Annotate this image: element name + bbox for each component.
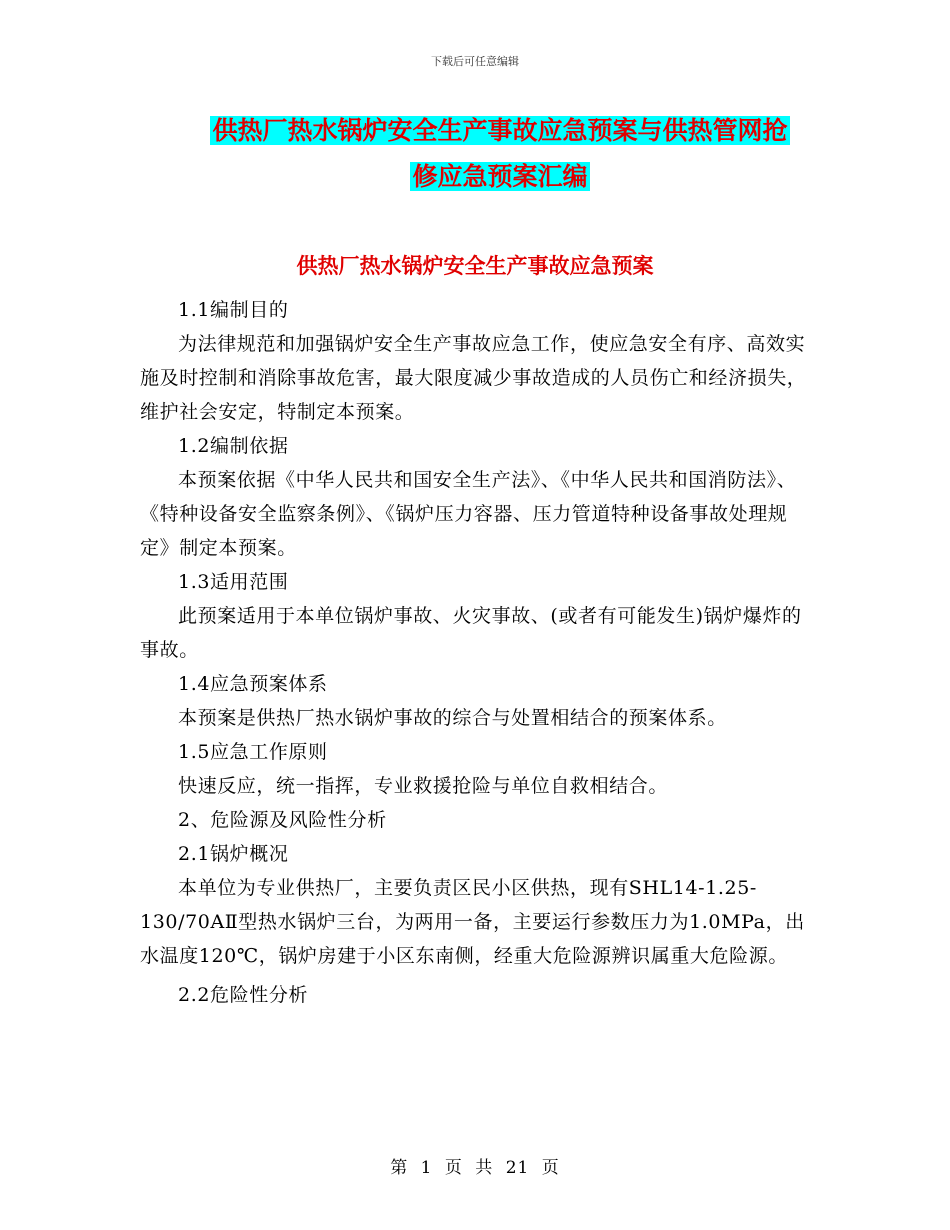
document-title-line-1: 供热厂热水锅炉安全生产事故应急预案与供热管网抢 [212,116,788,145]
document-title [140,108,860,200]
page-footer: 第 1 页 共 21 页 [390,1158,560,1178]
heading-2-2: 2.2危险性分析 [178,984,309,1006]
paragraph-boiler-overview: 本单位为专业供热厂，主要负责区民小区供热，现有SHL14-1.25-130/70AⅡ型热水锅炉三台，为两用一备，主要运行参数压力为1.0MPa，出水温度120℃，锅炉房建于小区东南侧，经重大危险源辨识属重大危险源。 [140,877,805,967]
document-title-line-2: 修应急预案汇编 [412,162,588,191]
heading-1-4: 1.4应急预案体系 [178,673,328,695]
heading-1-5: 1.5应急工作原则 [178,741,328,763]
heading-1-3: 1.3适用范围 [178,571,289,593]
paragraph-basis: 本预案依据《中华人民共和国安全生产法》、《中华人民共和国消防法》、《特种设备安全监察条例》、《锅炉压力容器、压力管道特种设备事故处理规定》制定本预案。 [140,469,797,559]
paragraph-system: 本预案是供热厂热水锅炉事故的综合与处置相结合的预案体系。 [178,707,727,729]
heading-1-1: 1.1编制目的 [178,299,289,321]
heading-1-2: 1.2编制依据 [178,435,289,457]
section-title: 供热厂热水锅炉安全生产事故应急预案 [296,254,654,278]
paragraph-principles: 快速反应，统一指挥，专业救援抢险与单位自救相结合。 [178,775,669,797]
heading-2: 2、危险源及风险性分析 [178,809,387,831]
heading-2-1: 2.1锅炉概况 [178,843,289,865]
paragraph-purpose: 为法律规范和加强锅炉安全生产事故应急工作，使应急安全有序、高效实施及时控制和消除事故危害，最大限度减少事故造成的人员伤亡和经济损失，维护社会安定，特制定本预案。 [140,333,807,423]
paragraph-scope: 此预案适用于本单位锅炉事故、火灾事故、(或者有可能发生)锅炉爆炸的事故。 [140,605,802,661]
header-note: 下载后可任意编辑 [431,55,519,68]
document-body [140,293,812,1012]
